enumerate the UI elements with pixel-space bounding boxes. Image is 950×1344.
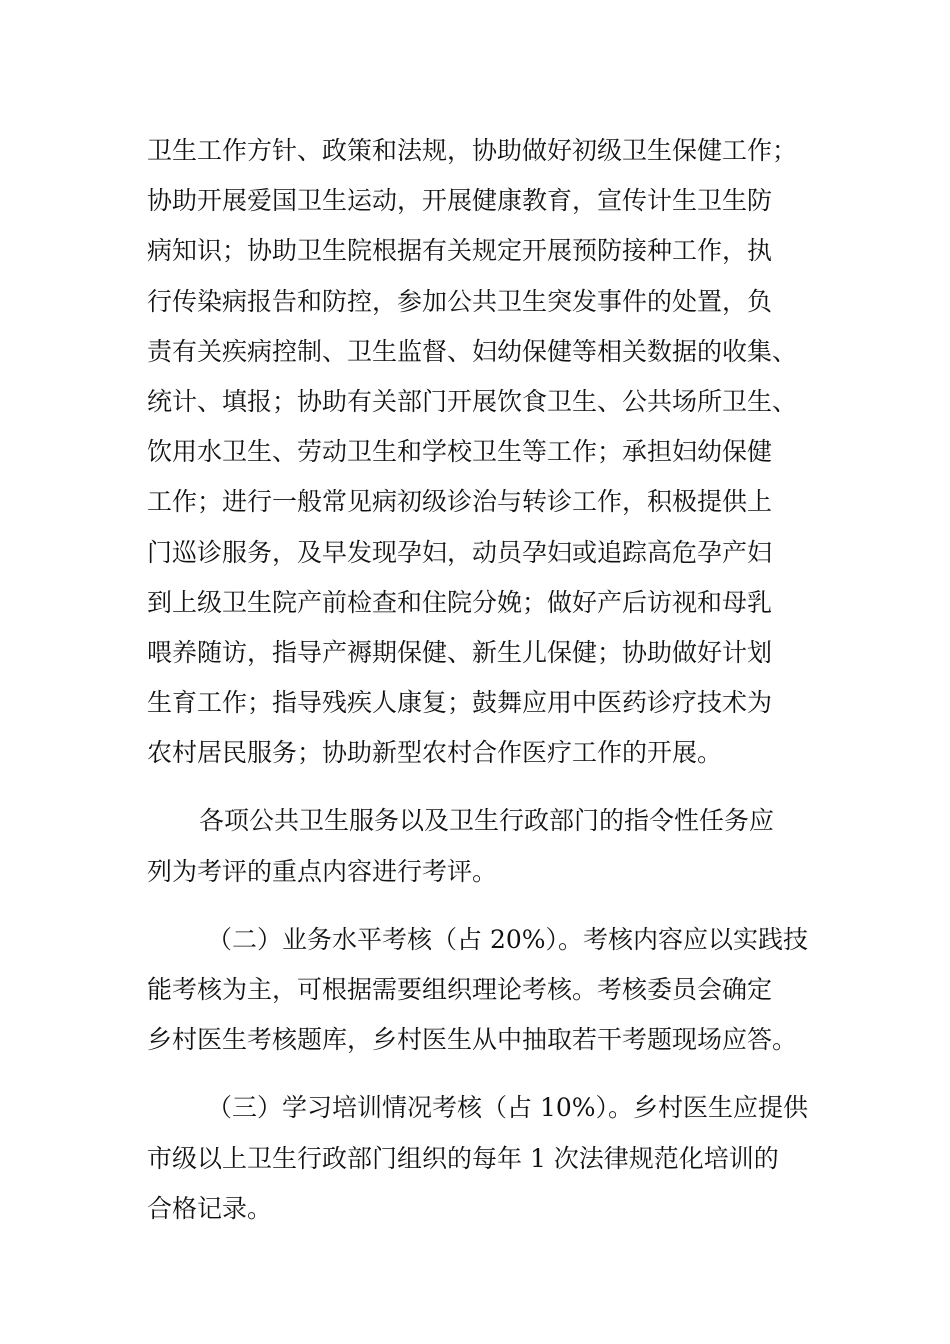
text-line: 卫生工作方针、政策和法规，协助做好初级卫生保健工作； <box>147 136 798 165</box>
text-line: 饮用水卫生、劳动卫生和学校卫生等工作；承担妇幼保健 <box>147 437 773 467</box>
document-body <box>147 126 807 1234</box>
text-line: 合格记录。 <box>147 1193 273 1223</box>
text-line: 市级以上卫生行政部门组织的每年 1 次法律规范化培训的 <box>147 1143 779 1173</box>
paragraph-skill-assessment <box>147 915 807 1066</box>
paragraph-gap <box>147 897 807 915</box>
text-line: 能考核为主，可根据需要组织理论考核。考核委员会确定 <box>147 975 773 1004</box>
text-line: 协助开展爱国卫生运动，开展健康教育，宣传计生卫生防 <box>147 186 773 216</box>
text-line: 统计、填报；协助有关部门开展饮食卫生、公共场所卫生、 <box>147 386 798 416</box>
text-line: （二）业务水平考核（占 20%）。考核内容应以实践技 <box>207 924 809 954</box>
text-line: 生育工作；指导残疾人康复；鼓舞应用中医药诊疗技术为 <box>147 688 773 718</box>
text-line: 农村居民服务；协助新型农村合作医疗工作的开展。 <box>147 738 723 768</box>
paragraph-duties <box>147 126 807 778</box>
text-line: 各项公共卫生服务以及卫生行政部门的指令性任务应 <box>199 806 775 836</box>
text-line: 病知识；协助卫生院根据有关规定开展预防接种工作，执 <box>147 236 773 266</box>
paragraph-gap <box>147 1065 807 1083</box>
text-line: 列为考评的重点内容进行考评。 <box>147 856 498 886</box>
text-line: 乡村医生考核题库，乡村医生从中抽取若干考题现场应答。 <box>147 1025 798 1055</box>
text-line: 工作；进行一般常见病初级诊治与转诊工作，积极提供上 <box>147 487 773 517</box>
paragraph-training-assessment <box>147 1083 807 1234</box>
text-line: （三）学习培训情况考核（占 10%）。乡村医生应提供 <box>207 1093 809 1123</box>
text-line: 门巡诊服务，及早发现孕妇，动员孕妇或追踪高危孕产妇 <box>147 537 773 567</box>
paragraph-public-health-tasks <box>147 796 807 896</box>
text-line: 责有关疾病控制、卫生监督、妇幼保健等相关数据的收集、 <box>147 336 798 366</box>
text-line: 喂养随访，指导产褥期保健、新生儿保健；协助做好计划 <box>147 637 773 667</box>
text-line: 到上级卫生院产前检查和住院分娩；做好产后访视和母乳 <box>147 587 773 617</box>
paragraph-gap <box>147 778 807 796</box>
text-line: 行传染病报告和防控，参加公共卫生突发事件的处置，负 <box>147 286 773 316</box>
